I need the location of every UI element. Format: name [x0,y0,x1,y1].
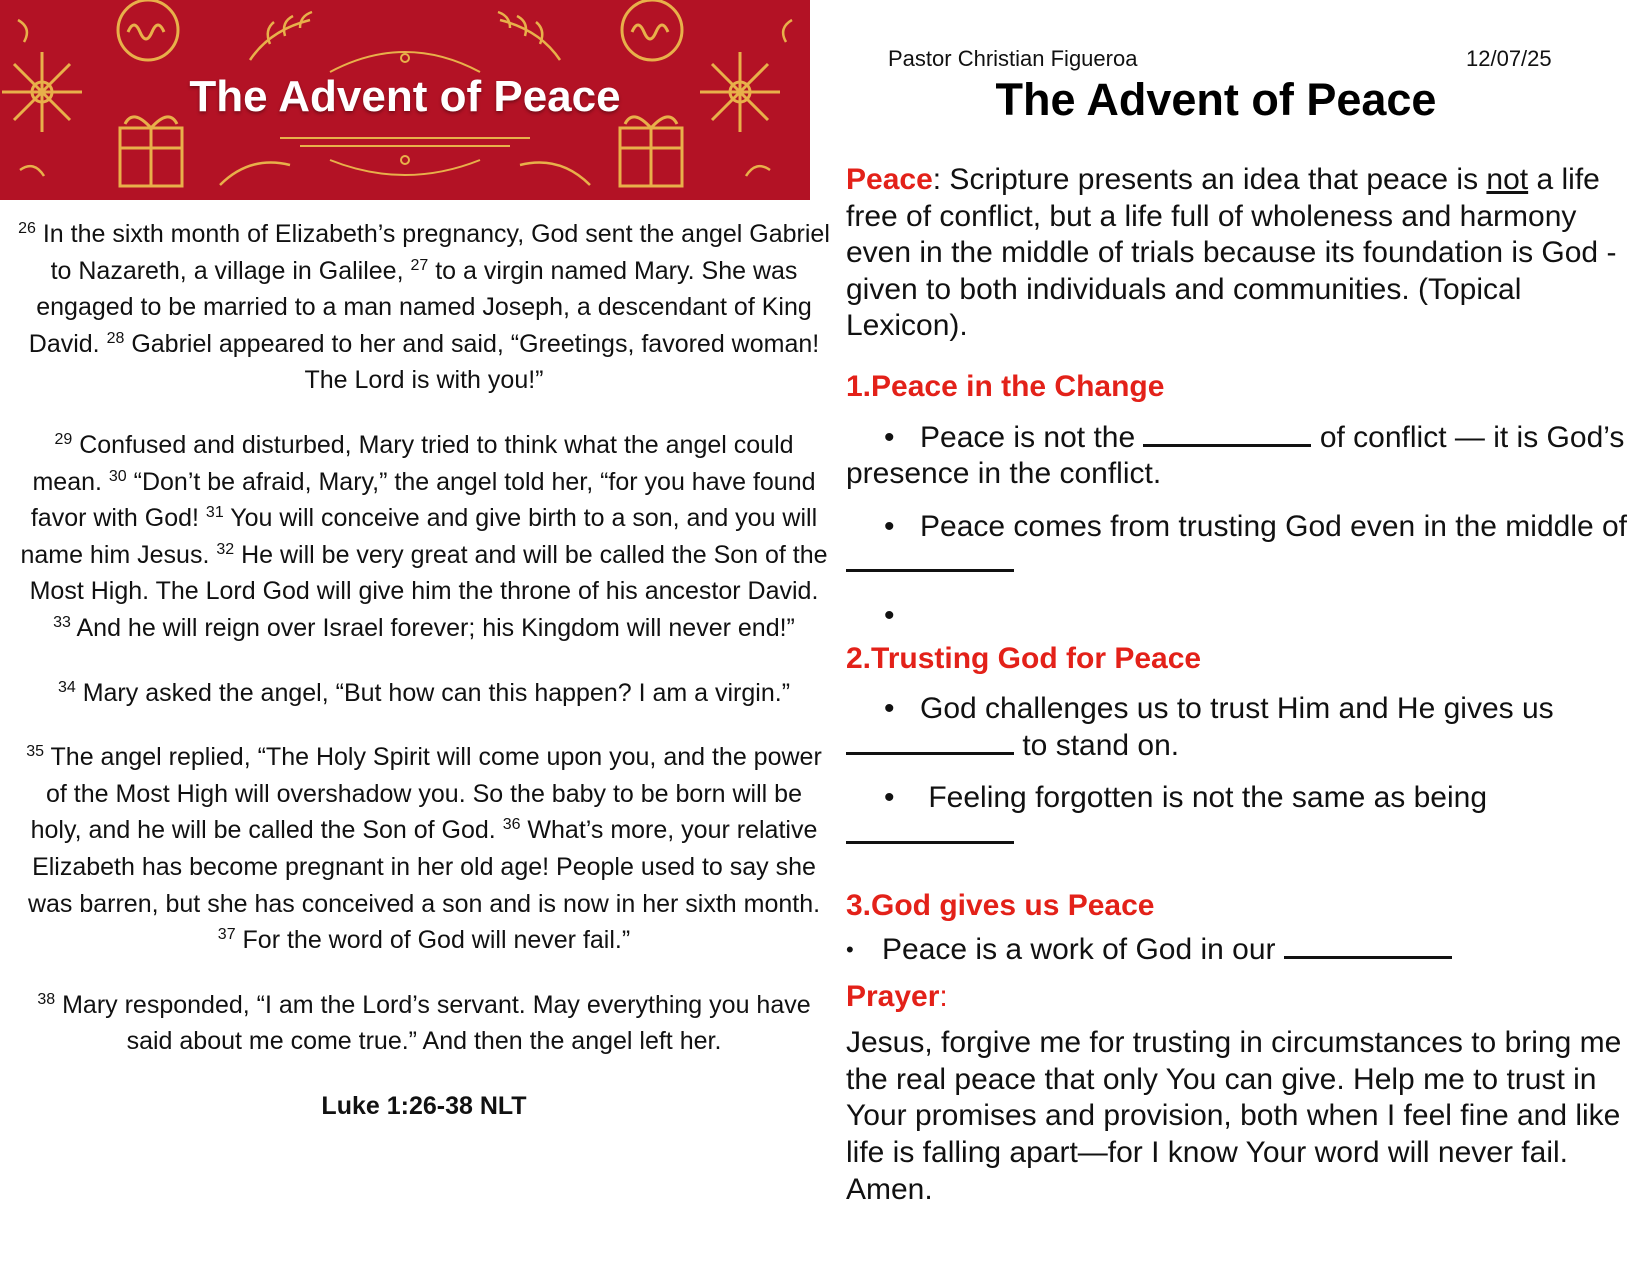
section-1-bullet-1: • Peace is not the of conflict — it is God’s presence in the conflict. [846,420,1625,491]
verse-text: In the sixth month of Elizabeth’s pregnancy, God sent the angel Gabriel to Nazareth, a village in Galilee, [35,220,830,285]
bullet-glyph: • [846,937,854,963]
verse-text: You will conceive and give birth to a son, and you will name him Jesus. [20,504,818,569]
verse-number: 38 [37,990,56,1008]
definition-paragraph [846,162,1636,345]
verse-number: 26 [18,220,36,237]
section-2-bullet-2: • Feeling forgotten is not the same as being [846,780,1636,853]
banner-title: The Advent of Peace [189,72,621,121]
section-1-bullet-2: • Peace comes from trusting God even in the middle of [846,509,1636,582]
verse-text: Confused and disturbed, Mary tried to think what the angel could mean. [32,430,794,496]
verse-text: “Don’t be afraid, Mary,” the angel told her, “for you have found favor with God! [30,467,816,533]
section-2-bullet-1: • God challenges us to trust Him and He gives us to stand on. [846,691,1636,764]
verse-number: 29 [54,430,73,448]
scripture-paragraph [18,216,830,399]
section-heading-1: 1.Peace in the Change [846,369,1165,403]
section-heading-3: 3.God gives us Peace [846,888,1155,922]
verse-text: Mary responded, “I am the Lord’s servant. May everything you have said about me come true.” And then the angel left her. [55,990,811,1056]
fill-in-blank[interactable] [846,819,1014,844]
definition-underlined-word: not [1486,163,1529,196]
verse-number: 32 [216,540,235,558]
fill-in-blank[interactable] [1143,422,1311,447]
verse-number: 35 [26,743,45,761]
section-1-empty-bullet: • [884,598,895,632]
verse-text: What’s more, your relative Elizabeth has become pregnant in her old age! People used to say she was barren, but she has conceived a son and is now in her sixth month. [27,816,821,918]
section-3-bullet-1: • Peace is a work of God in our [846,932,1636,969]
pastor-name: Pastor Christian Figueroa [888,46,1138,71]
bullet-glyph: • [884,509,895,543]
fill-in-blank[interactable] [846,730,1014,755]
scripture-passage [18,216,830,1124]
verse-text: For the word of God will never fail.” [235,926,631,955]
verse-text: Gabriel appeared to her and said, “Greetings, favored woman! The Lord is with you!” [124,329,820,395]
scripture-paragraph [18,675,830,712]
verse-text: The angel replied, “The Holy Spirit will come upon you, and the power of the Most High will overshadow you. So the baby to be born will be holy, and he will be called the Son of God. [30,743,822,845]
verse-number: 37 [217,926,236,944]
definition-colon: : [932,163,942,196]
scripture-paragraph [18,987,830,1060]
notes-content [846,162,1636,1208]
page-title: The Advent of Peace [995,74,1437,125]
sermon-notes-column [846,0,1636,1275]
verse-text: to a virgin named Mary. She was engaged to be married to a man named Joseph, a descendant of King David. [28,256,812,358]
verse-text: He will be very great and will be called the Son of the Most High. The Lord God will give him the throne of his ancestor David. [29,540,828,606]
definition-term: Peace [846,163,933,196]
prayer-text: Jesus, forgive me for trusting in circumstances to bring me the real peace that only You can give. Help me to trust in Your promises and provision, both when I feel fine and like life is falling apart—for I know Your word will never fail. Amen. [846,1026,1622,1206]
verse-text: Mary asked the angel, “But how can this happen? I am a virgin.” [75,678,791,707]
verse-number: 31 [205,504,224,522]
verse-number: 30 [108,467,127,485]
verse-number: 33 [53,613,71,631]
section-heading-2: 2.Trusting God for Peace [846,641,1202,675]
fill-in-blank[interactable] [1284,934,1452,959]
bullet-glyph: • [884,420,895,454]
verse-number: 36 [502,816,521,834]
scripture-reference: Luke 1:26-38 NLT [321,1091,527,1120]
verse-number: 34 [57,678,76,696]
verse-number: 27 [410,256,429,274]
bullet-glyph: • [884,692,895,726]
definition-text-before: Scripture presents an idea that peace is [941,163,1487,196]
bullet-glyph: • [884,781,895,815]
scripture-paragraph [18,739,830,959]
scripture-paragraph [18,427,830,647]
verse-number: 28 [106,329,125,347]
sermon-date: 12/07/25 [1466,46,1552,71]
prayer-label: Prayer: [846,979,948,1013]
fill-in-blank[interactable] [846,547,1014,572]
verse-text: And he will reign over Israel forever; his Kingdom will never end!” [70,613,795,642]
definition-text-after: a life free of conflict, but a life full of wholeness and harmony even in the middle of trials because its foundation is God - given to both individuals and communities. (Topical Lexicon). [846,163,1617,343]
banner [0,0,810,200]
